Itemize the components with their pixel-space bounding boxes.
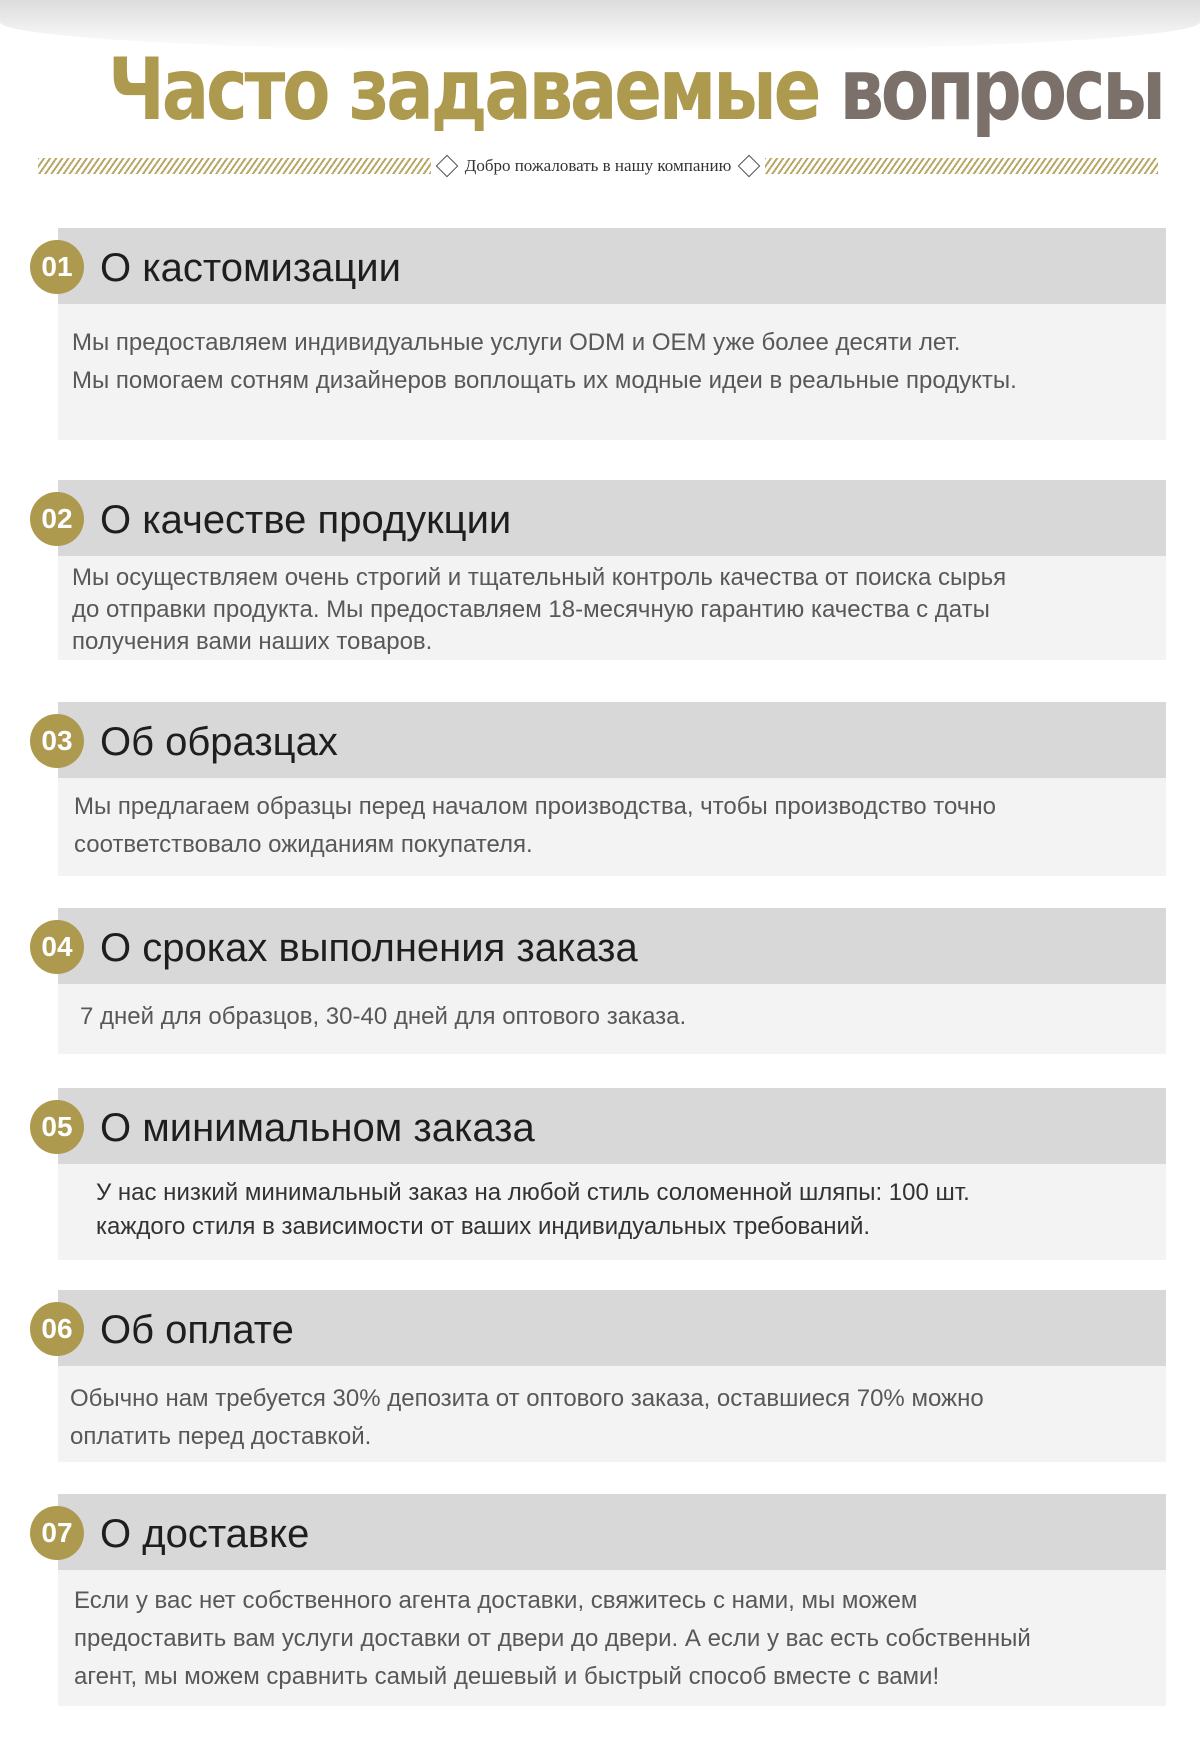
faq-answer — [58, 1164, 1166, 1260]
faq-answer — [58, 778, 1166, 876]
answer-line: 7 дней для образцов, 30-40 дней для оптового заказа. — [80, 1003, 687, 1030]
faq-number-badge: 04 — [30, 920, 84, 974]
answer-line: соответствовало ожиданиям покупателя. — [74, 831, 533, 858]
diamond-icon — [738, 155, 761, 178]
faq-title: Об образцах — [100, 720, 338, 764]
answer-line: до отправки продукта. Мы предоставляем 18-месячную гарантию качества с даты — [72, 596, 990, 623]
faq-title: О кастомизации — [100, 246, 401, 290]
title-part-2: вопросы — [839, 40, 1163, 140]
answer-line: Мы помогаем сотням дизайнеров воплощать их модные идеи в реальные продукты. — [72, 367, 1017, 394]
faq-header — [41, 908, 1166, 984]
faq-item — [41, 908, 1166, 1054]
diamond-icon — [435, 155, 458, 178]
faq-title: О качестве продукции — [100, 498, 512, 542]
faq-item — [41, 1290, 1166, 1462]
subtitle: Добро пожаловать в нашу компанию — [464, 156, 732, 175]
answer-line: предоставить вам услуги доставки от двери до двери. А если у вас есть собственный — [74, 1625, 1031, 1652]
faq-title: О доставке — [100, 1512, 310, 1556]
answer-line: Мы предоставляем индивидуальные услуги ODM и OEM уже более десяти лет. — [72, 329, 961, 356]
faq-item — [41, 480, 1166, 660]
faq-number-badge: 01 — [30, 240, 84, 294]
faq-header — [41, 1290, 1166, 1366]
faq-header — [41, 702, 1166, 778]
faq-item — [41, 228, 1166, 440]
answer-line: Если у вас нет собственного агента доставки, свяжитесь с нами, мы можем — [74, 1587, 918, 1614]
subtitle-row — [38, 155, 1158, 177]
faq-number-badge: 06 — [30, 1302, 84, 1356]
answer-line: каждого стиля в зависимости от ваших индивидуальных требований. — [96, 1213, 871, 1240]
faq-answer — [58, 1366, 1166, 1462]
faq-answer — [58, 556, 1166, 660]
faq-number-badge: 07 — [30, 1506, 84, 1560]
faq-item — [41, 1088, 1166, 1260]
faq-item — [41, 1494, 1166, 1706]
faq-item — [41, 702, 1166, 876]
answer-line: У нас низкий минимальный заказ на любой стиль соломенной шляпы: 100 шт. — [96, 1179, 970, 1206]
faq-number-badge: 03 — [30, 714, 84, 768]
faq-answer — [58, 984, 1166, 1054]
faq-title: О сроках выполнения заказа — [100, 926, 638, 970]
faq-header — [41, 1494, 1166, 1570]
faq-title: О минимальном заказа — [100, 1106, 535, 1150]
left-hatch-divider — [38, 158, 431, 174]
faq-header — [41, 480, 1166, 556]
right-hatch-divider — [765, 158, 1158, 174]
answer-line: Мы предлагаем образцы перед началом производства, чтобы производство точно — [74, 793, 996, 820]
page-title — [108, 40, 1163, 140]
answer-line: оплатить перед доставкой. — [70, 1423, 372, 1450]
faq-title: Об оплате — [100, 1308, 294, 1352]
answer-line: Обычно нам требуется 30% депозита от оптового заказа, оставшиеся 70% можно — [70, 1385, 984, 1412]
faq-answer — [58, 304, 1166, 440]
answer-line: агент, мы можем сравнить самый дешевый и быстрый способ вместе с вами! — [74, 1663, 940, 1690]
faq-header — [41, 228, 1166, 304]
answer-line: Мы осуществляем очень строгий и тщательный контроль качества от поиска сырья — [72, 564, 1007, 591]
faq-answer — [58, 1570, 1166, 1706]
faq-number-badge: 05 — [30, 1100, 84, 1154]
faq-number-badge: 02 — [30, 492, 84, 546]
title-part-1: Часто задаваемые — [108, 40, 819, 140]
answer-line: получения вами наших товаров. — [72, 628, 433, 655]
faq-header — [41, 1088, 1166, 1164]
